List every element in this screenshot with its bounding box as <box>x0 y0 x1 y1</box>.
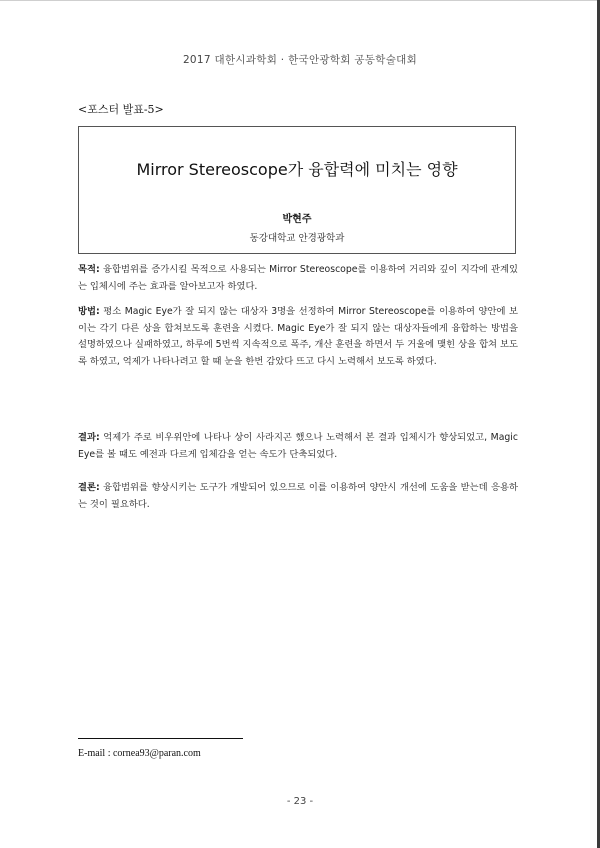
author-affiliation: 동강대학교 안경광학과 <box>249 233 345 244</box>
poster-label: <포스터 발표-5> <box>78 103 164 116</box>
section-conclusion <box>78 480 518 513</box>
section-purpose-text: 융합범위를 증가시킬 목적으로 사용되는 Mirror Stereoscope를 이용하여 거리와 깊이 지각에 관계있는 입체시에 주는 효과를 알아보고자 하였다. <box>78 264 518 292</box>
section-conclusion-text: 융합범위를 향상시키는 도구가 개발되어 있으므로 이를 이용하여 양안시 개선에 도움을 받는데 응용하는 것이 필요하다. <box>78 482 518 510</box>
section-conclusion-heading: 결론: <box>78 482 100 493</box>
page-top-edge <box>0 0 600 1</box>
page-number: - 23 - <box>286 796 314 807</box>
footnote-rule <box>78 738 243 739</box>
paper-title: Mirror Stereoscope가 융합력에 미치는 영향 <box>136 160 458 179</box>
section-method-heading: 방법: <box>78 306 100 317</box>
running-header: 2017 대한시과학회 · 한국안광학회 공동학술대회 <box>182 54 418 66</box>
section-result <box>78 430 518 463</box>
section-method-text: 평소 Magic Eye가 잘 되지 않는 대상자 3명을 선정하여 Mirror Stereoscope를 이용하여 양안에 보이는 각기 다른 상을 합쳐보도록 훈련을 시켰다. Magic Eye가 잘 되지 않는 대상자들에게 융합하는 방법을 설명하였으나 실패하였고, 하루에 5번씩 지속적으로 폭주, 개산 훈련을 하면서 두 거울에 맺힌 상을 합쳐 보도록 하였고, 억제가 나타나려고 할 때 눈을 한번 감았다 뜨고 다시 노력해서 보도록 하였다. <box>78 306 518 367</box>
section-purpose <box>78 262 518 295</box>
section-purpose-heading: 목적: <box>78 264 100 275</box>
footnote-email: E-mail : cornea93@paran.com <box>78 748 201 759</box>
section-method <box>78 304 518 370</box>
title-box <box>78 126 516 254</box>
section-result-text: 억제가 주로 비우위안에 나타나 상이 사라지곤 했으나 노력해서 본 결과 입체시가 향상되었고, Magic Eye를 볼 때도 예전과 다르게 입체감을 얻는 속도가 단축되었다. <box>78 432 518 460</box>
section-result-heading: 결과: <box>78 432 100 443</box>
author-name: 박현주 <box>282 214 312 225</box>
